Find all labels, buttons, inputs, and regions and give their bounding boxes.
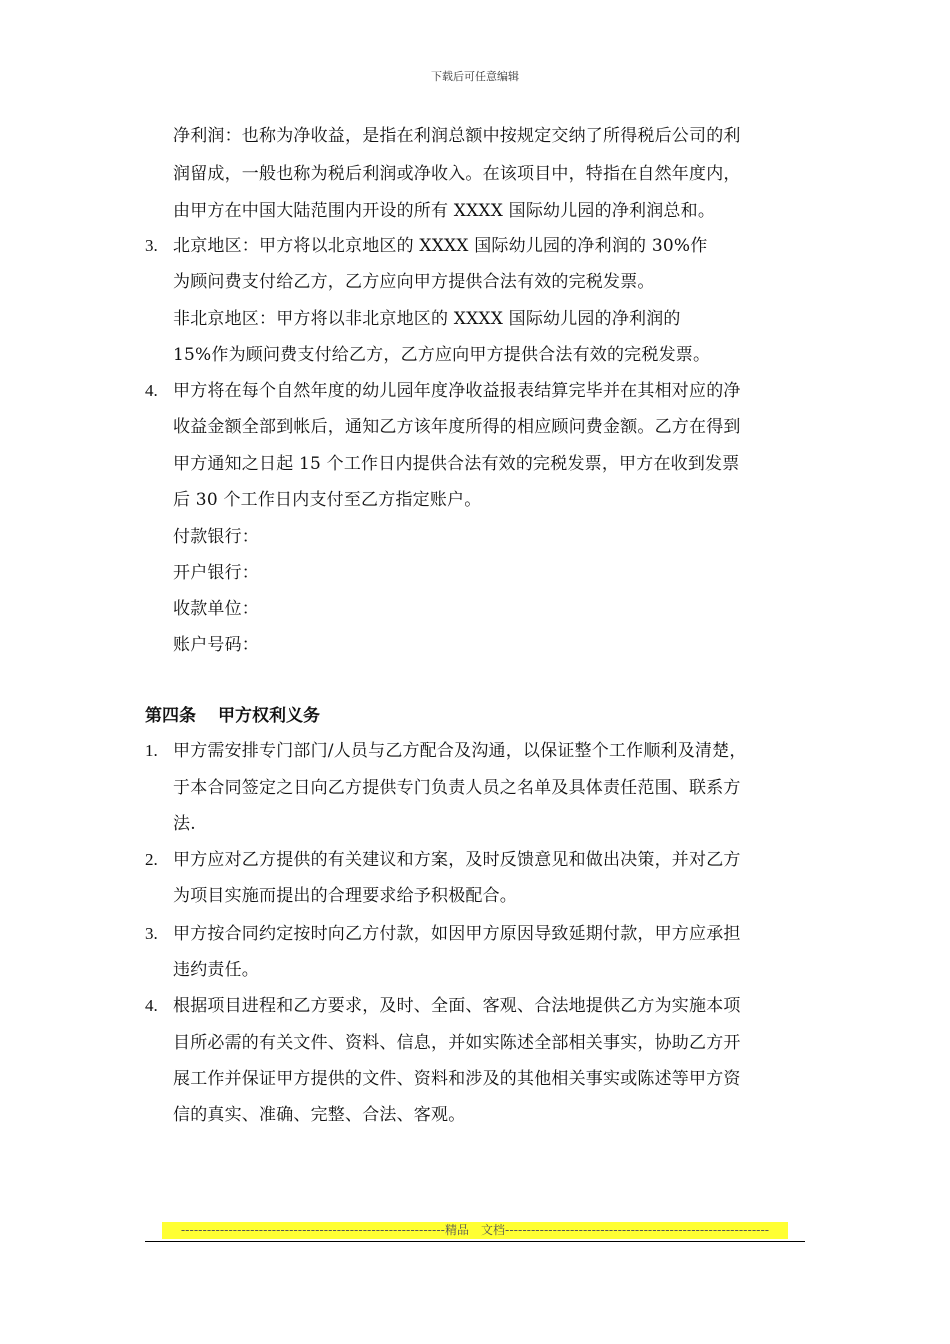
article-title: 甲方权利义务 [218, 706, 320, 726]
list-number: 4. [145, 996, 158, 1015]
body-line: 甲方应对乙方提供的有关建议和方案，及时反馈意见和做出决策，并对乙方 [173, 850, 741, 870]
footer-dashes-right: ------------------------------------------------------------- [505, 1223, 770, 1237]
footer-dashes-left: ------------------------------------------------------------- [180, 1223, 445, 1237]
body-line: 违约责任。 [173, 960, 259, 980]
list-number: 1. [145, 741, 158, 760]
article-number: 第四条 [145, 706, 196, 726]
body-line: 润留成，一般也称为税后利润或净收入。在该项目中，特指在自然年度内， [173, 164, 741, 184]
bank-field-label: 付款银行： [173, 527, 259, 547]
body-line: 于本合同签定之日向乙方提供专门负责人员之名单及具体责任范围、联系方 [173, 778, 741, 798]
body-line: 北京地区：甲方将以北京地区的 XXXX 国际幼儿园的净利润的 30%作 [173, 236, 708, 256]
body-line: 收益金额全部到帐后，通知乙方该年度所得的相应顾问费金额。乙方在得到 [173, 417, 741, 437]
body-line: 信的真实、准确、完整、合法、客观。 [173, 1105, 466, 1125]
body-line: 甲方将在每个自然年度的幼儿园年度净收益报表结算完毕并在其相对应的净 [173, 381, 741, 401]
body-line: 后 30 个工作日内支付至乙方指定账户。 [173, 490, 482, 510]
body-line: 非北京地区：甲方将以非北京地区的 XXXX 国际幼儿园的净利润的 [173, 309, 681, 329]
body-line: 为项目实施而提出的合理要求给予积极配合。 [173, 886, 517, 906]
body-line: 法. [173, 814, 196, 834]
section-heading [145, 706, 320, 726]
footer-banner [162, 1222, 788, 1239]
footer-divider [145, 1241, 805, 1242]
list-number: 4. [145, 381, 158, 400]
bank-field-label: 开户银行： [173, 563, 259, 583]
body-line: 甲方按合同约定按时向乙方付款，如因甲方原因导致延期付款，甲方应承担 [173, 924, 741, 944]
list-number: 3. [145, 236, 158, 255]
body-line: 由甲方在中国大陆范围内开设的所有 XXXX 国际幼儿园的净利润总和。 [173, 201, 716, 221]
list-number: 3. [145, 924, 158, 943]
page-header: 下载后可任意编辑 [431, 70, 519, 83]
bank-field-label: 账户号码： [173, 635, 259, 655]
body-line: 根据项目进程和乙方要求，及时、全面、客观、合法地提供乙方为实施本项 [173, 996, 741, 1016]
body-line: 净利润：也称为净收益，是指在利润总额中按规定交纳了所得税后公司的利 [173, 126, 741, 146]
body-line: 展工作并保证甲方提供的文件、资料和涉及的其他相关事实或陈述等甲方资 [173, 1069, 741, 1089]
footer-label: 精品 文档 [444, 1223, 505, 1237]
body-line: 甲方需安排专门部门/人员与乙方配合及沟通，以保证整个工作顺利及清楚， [173, 741, 747, 761]
body-line: 15%作为顾问费支付给乙方，乙方应向甲方提供合法有效的完税发票。 [173, 345, 711, 365]
body-line: 甲方通知之日起 15 个工作日内提供合法有效的完税发票，甲方在收到发票 [173, 454, 740, 474]
bank-field-label: 收款单位： [173, 599, 259, 619]
body-line: 目所必需的有关文件、资料、信息，并如实陈述全部相关事实，协助乙方开 [173, 1033, 741, 1053]
list-number: 2. [145, 850, 158, 869]
body-line: 为顾问费支付给乙方，乙方应向甲方提供合法有效的完税发票。 [173, 272, 655, 292]
